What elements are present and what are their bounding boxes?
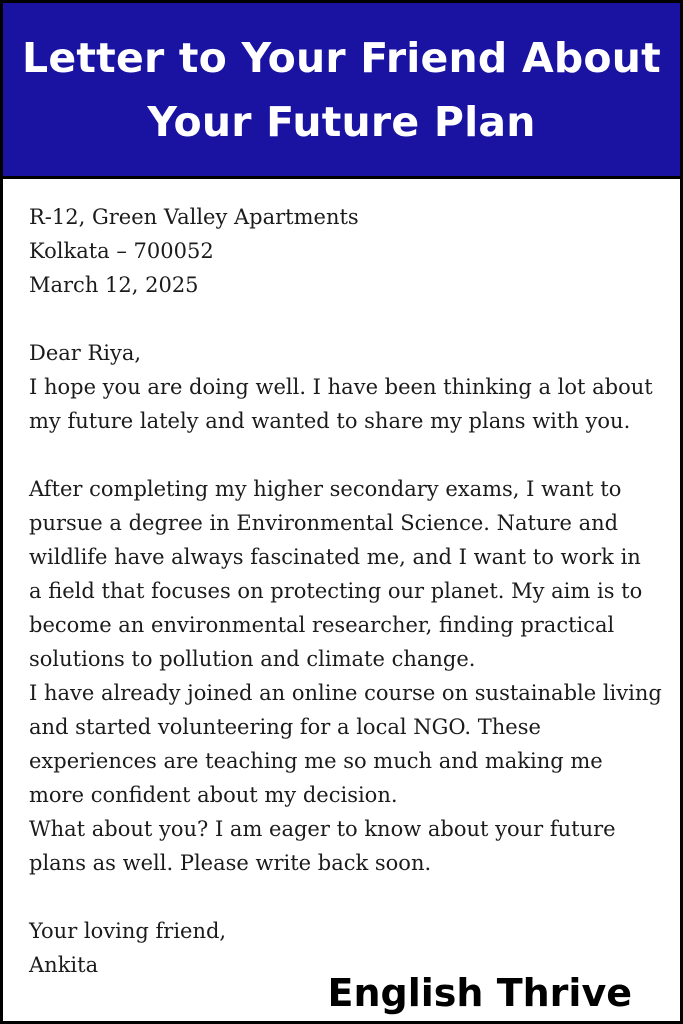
spacer [29, 302, 669, 336]
salutation: Dear Riya, [29, 341, 142, 365]
spacer [29, 880, 669, 914]
paragraph-2-line: a field that focuses on protecting our planet. My aim is to [29, 579, 643, 603]
signature: Ankita [29, 953, 99, 977]
paragraph-2-line: more confident about my decision. [29, 783, 398, 807]
paragraph-1-line: my future lately and wanted to share my plans with you. [29, 409, 631, 433]
paragraph-2-line: wildlife have always fascinated me, and I want to work in [29, 545, 641, 569]
title-banner [3, 3, 680, 179]
paragraph-2-line: pursue a degree in Environmental Science. Nature and [29, 511, 619, 535]
paragraph-1-line: I hope you are doing well. I have been thinking a lot about [29, 375, 653, 399]
brand-watermark: English Thrive [327, 971, 632, 1015]
paragraph-2-line: solutions to pollution and climate change. [29, 647, 476, 671]
paragraph-2-line: What about you? I am eager to know about your future [29, 817, 616, 841]
paragraph-2-line: I have already joined an online course on sustainable living [29, 681, 662, 705]
paragraph-2-line: become an environmental researcher, finding practical [29, 613, 615, 637]
closing: Your loving friend, [29, 919, 227, 943]
letter-date: March 12, 2025 [29, 273, 199, 297]
paragraph-2-line: After completing my higher secondary exams, I want to [29, 477, 622, 501]
title-line-2: Your Future Plan [147, 97, 536, 146]
paragraph-2-line: plans as well. Please write back soon. [29, 851, 432, 875]
title-line-1: Letter to Your Friend About [22, 33, 661, 82]
paragraph-2-line: experiences are teaching me so much and making me [29, 749, 603, 773]
paragraph-2-line: and started volunteering for a local NGO. These [29, 715, 541, 739]
spacer [29, 438, 669, 472]
letter-body [29, 200, 669, 982]
address-line-2: Kolkata – 700052 [29, 239, 214, 263]
address-line-1: R-12, Green Valley Apartments [29, 205, 359, 229]
